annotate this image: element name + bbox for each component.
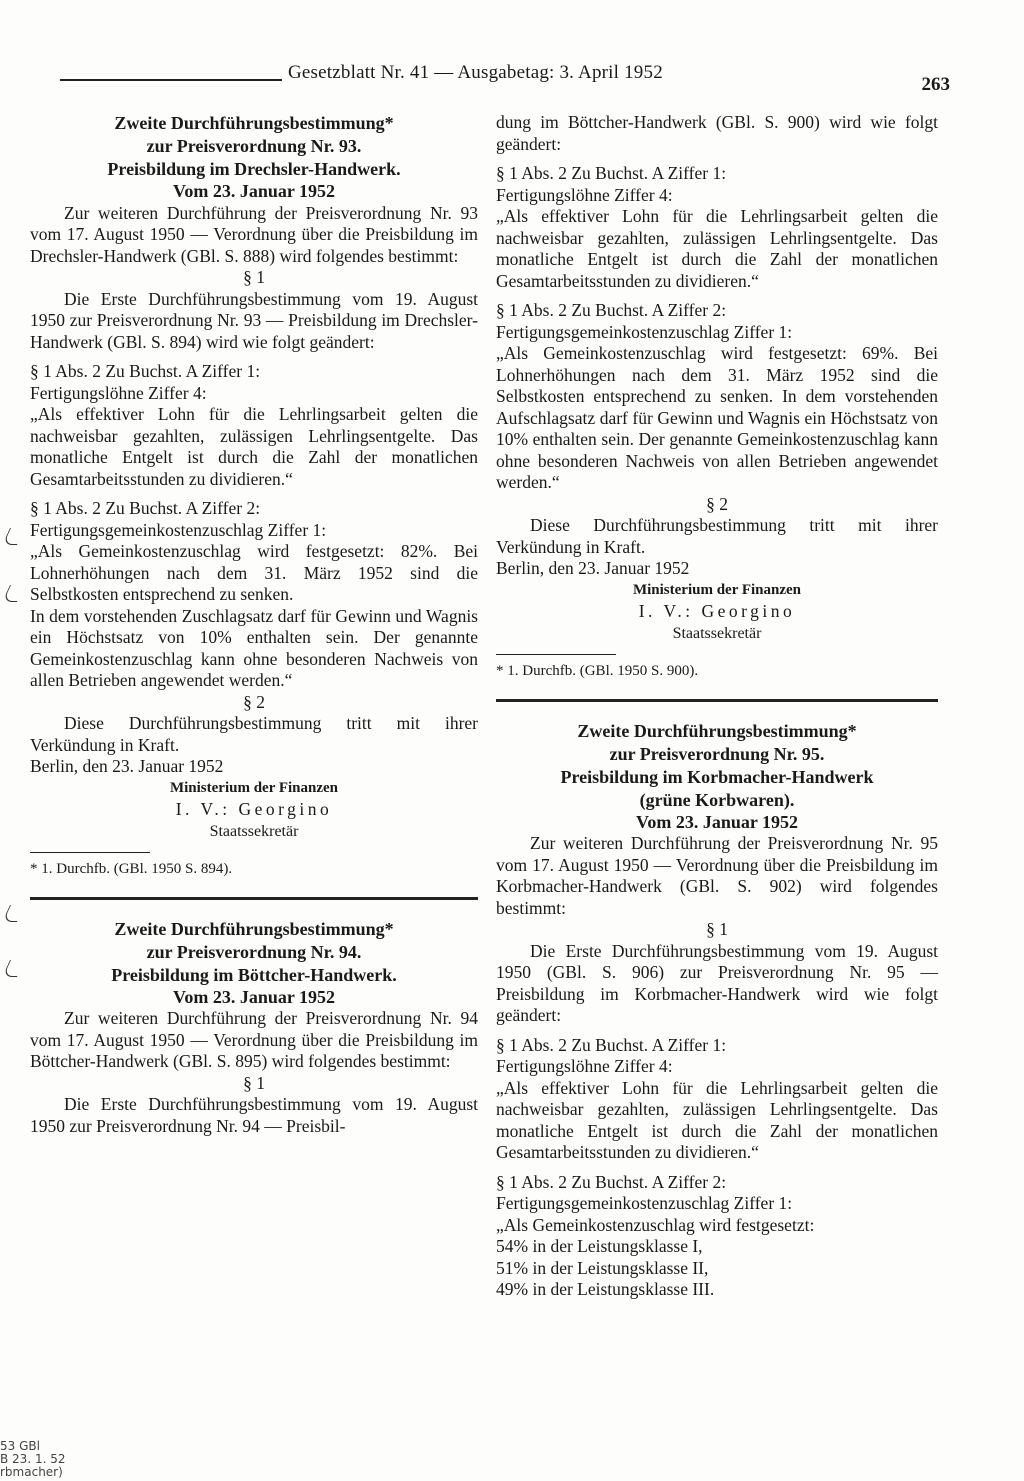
amendment-subheading: Fertigungslöhne Ziffer 4: [30,382,207,403]
intro-paragraph: Zur weiteren Durchführung der Preisverordnung Nr. 94 vom 17. August 1950 — Verordnung über die Preisbildung im Böttcher-Handwerk (GBl. S. 895) wird folgendes bestimmt: [30,1008,478,1071]
section-heading: Zweite Durchführungsbestimmung* [114,918,394,939]
paragraph-text: Die Erste Durchführungsbestimmung vom 19. August 1950 zur Preisverordnung Nr. 93 — Preisbildung im Drechsler-Handwerk (GBl. S. 894) wird wie folgt geändert: [30,288,478,352]
section-heading: Preisbildung im Böttcher-Handwerk. [111,964,397,985]
paragraph-text: Die Erste Durchführungsbestimmung vom 19. August 1950 zur Preisverordnung Nr. 94 — Preisbil- [30,1094,478,1136]
paragraph-text: dung im Böttcher-Handwerk (GBl. S. 900) wird wie folgt geändert: [496,112,938,154]
intro-paragraph: Zur weiteren Durchführung der Preisverordnung Nr. 93 vom 17. August 1950 — Verordnung über die Preisbildung im Drechsler-Handwerk (GBl. S. 888) wird folgendes bestimmt: [30,202,478,266]
section-heading: Preisbildung im Drechsler-Handwerk. [107,159,401,179]
amendment-heading: § 1 Abs. 2 Zu Buchst. A Ziffer 1: [30,361,261,381]
signatory: I. V.: Georgino [175,799,333,819]
amendment-quote: „Als effektiver Lohn für die Lehrlingsarbeit gelten die nachweisbar gezahlten, zulässigen Lehrlingsentgelte. Das monatliche Entgelt ist durch die Zahl der monatlichen Gesamtarbeitsstunden zu dividieren.“ [496,1077,938,1162]
amendment-quote: „Als Gemeinkostenzuschlag wird festgesetzt: 69%. Bei Lohnerhöhungen nach dem 31. März 1952 sind die Selbstkosten entsprechend zu senken. In dem vorstehenden Aufschlagsatz darf für Gewinn und Wagnis ein Höchstsatz von 10% enthalten sein. Der genannte Gemeinkostenzuschlag kann ohne besonderen Nachweis von allen Betrieben angewendet werden.“ [496,343,938,492]
place-date: Berlin, den 23. Januar 1952 [496,558,690,578]
amendment-subheading: Fertigungslöhne Ziffer 4: [496,1056,673,1076]
paragraph-mark: § 2 [706,493,728,514]
section-heading: zur Preisverordnung Nr. 93. [146,136,362,156]
margin-note: 53 GBl B 23. 1. 52 rbmacher) [0,1439,66,1479]
amendment-quote: In dem vorstehenden Zuschlagsatz darf für Gewinn und Wagnis ein Höchstsatz von 10% enthalten sein. Der genannte Gemeinkostenzuschlag kann ohne besonderen Nachweis von allen Betrieben angewendet werden.“ [30,605,478,690]
amendment-heading: § 1 Abs. 2 Zu Buchst. A Ziffer 2: [496,300,727,320]
amendment-heading: § 1 Abs. 2 Zu Buchst. A Ziffer 2: [496,1171,727,1192]
margin-check-mark [2,960,25,977]
amendment-quote: „Als Gemeinkostenzuschlag wird festgesetzt: 82%. Bei Lohnerhöhungen nach dem 31. März 1952 sind die Selbstkosten entsprechend zu senken. [30,541,478,604]
rate-line: 51% in der Leistungsklasse II, [496,1257,709,1278]
section-heading: Zweite Durchführungsbestimmung* [577,720,857,741]
ministry-name: Ministerium der Finanzen [169,779,339,796]
header-rule [60,79,282,81]
header-title: Gesetzblatt Nr. 41 — Ausgabetag: 3. April 1952 [288,62,663,83]
footnote-rule [30,852,150,853]
section-heading: (grüne Korbwaren). [639,789,795,810]
margin-check-mark [2,585,25,602]
amendment-heading: § 1 Abs. 2 Zu Buchst. A Ziffer 1: [496,1034,727,1055]
amendment-heading: § 1 Abs. 2 Zu Buchst. A Ziffer 1: [496,163,727,183]
footnote: * 1. Durchfb. (GBl. 1950 S. 894). [30,861,233,877]
amendment-subheading: Fertigungslöhne Ziffer 4: [496,184,673,205]
section-heading: Zweite Durchführungsbestimmung* [114,113,394,133]
amendment-heading: § 1 Abs. 2 Zu Buchst. A Ziffer 2: [30,498,261,518]
signatory-role: Staatssekretär [209,822,299,840]
paragraph-text: Die Erste Durchführungsbestimmung vom 19. August 1950 (GBl. S. 906) zur Preisverordnung Nr. 95 — Preisbildung im Korbmacher-Handwerk wird wie folgt geändert: [496,940,938,1025]
paragraph-text: Diese Durchführungsbestimmung tritt mit ihrer Verkündung in Kraft. [496,515,938,557]
ministry-name: Ministerium der Finanzen [632,581,802,598]
page-number: 263 [921,74,950,95]
footnote-rule [496,654,616,655]
amendment-subheading: Fertigungsgemeinkostenzuschlag Ziffer 1: [496,321,793,342]
rate-line: 54% in der Leistungsklasse I, [496,1236,703,1256]
rate-line: 49% in der Leistungsklasse III. [496,1279,715,1299]
amendment-quote: „Als effektiver Lohn für die Lehrlingsarbeit gelten die nachweisbar gezahlten, zulässigen Lehrlingsentgelte. Das monatliche Entgelt ist durch die Zahl der monatlichen Gesamtarbeitsstunden zu dividieren.“ [496,206,938,291]
signatory: I. V.: Georgino [638,601,796,621]
section-divider [30,897,478,900]
right-column [496,112,938,1301]
paragraph-mark: § 1 [706,919,728,939]
footnote: * 1. Durchfb. (GBl. 1950 S. 900). [496,663,699,679]
paragraph-mark: § 1 [243,1072,265,1093]
amendment-quote: „Als effektiver Lohn für die Lehrlingsarbeit gelten die nachweisbar gezahlten, zulässigen Lehrlingsentgelte. Das monatliche Entgelt ist durch die Zahl der monatlichen Gesamtarbeitsstunden zu dividieren.“ [30,404,478,489]
amendment-subheading: Fertigungsgemeinkostenzuschlag Ziffer 1: [496,1193,793,1213]
section-date: Vom 23. Januar 1952 [172,986,336,1007]
section-divider [496,699,938,702]
section-heading: Preisbildung im Korbmacher-Handwerk [560,766,874,787]
left-column [30,112,478,1137]
page-header [60,62,950,95]
intro-paragraph: Zur weiteren Durchführung der Preisverordnung Nr. 95 vom 17. August 1950 — Verordnung über die Preisbildung im Korbmacher-Handwerk (GBl. S. 902) wird folgendes bestimmt: [496,833,938,918]
section-heading: zur Preisverordnung Nr. 95. [609,743,825,764]
place-date: Berlin, den 23. Januar 1952 [30,756,224,776]
paragraph-text: Diese Durchführungsbestimmung tritt mit ihrer Verkündung in Kraft. [30,713,478,755]
paragraph-mark: § 2 [243,691,265,712]
section-date: Vom 23. Januar 1952 [635,811,799,832]
amendment-subheading: Fertigungsgemeinkostenzuschlag Ziffer 1: [30,519,327,540]
paragraph-mark: § 1 [243,267,265,287]
margin-check-mark [2,905,25,922]
section-date: Vom 23. Januar 1952 [172,181,336,201]
margin-check-mark [2,528,25,545]
signatory-role: Staatssekretär [672,624,762,642]
amendment-quote: „Als Gemeinkostenzuschlag wird festgesetzt: [496,1214,815,1235]
section-heading: zur Preisverordnung Nr. 94. [146,941,362,962]
